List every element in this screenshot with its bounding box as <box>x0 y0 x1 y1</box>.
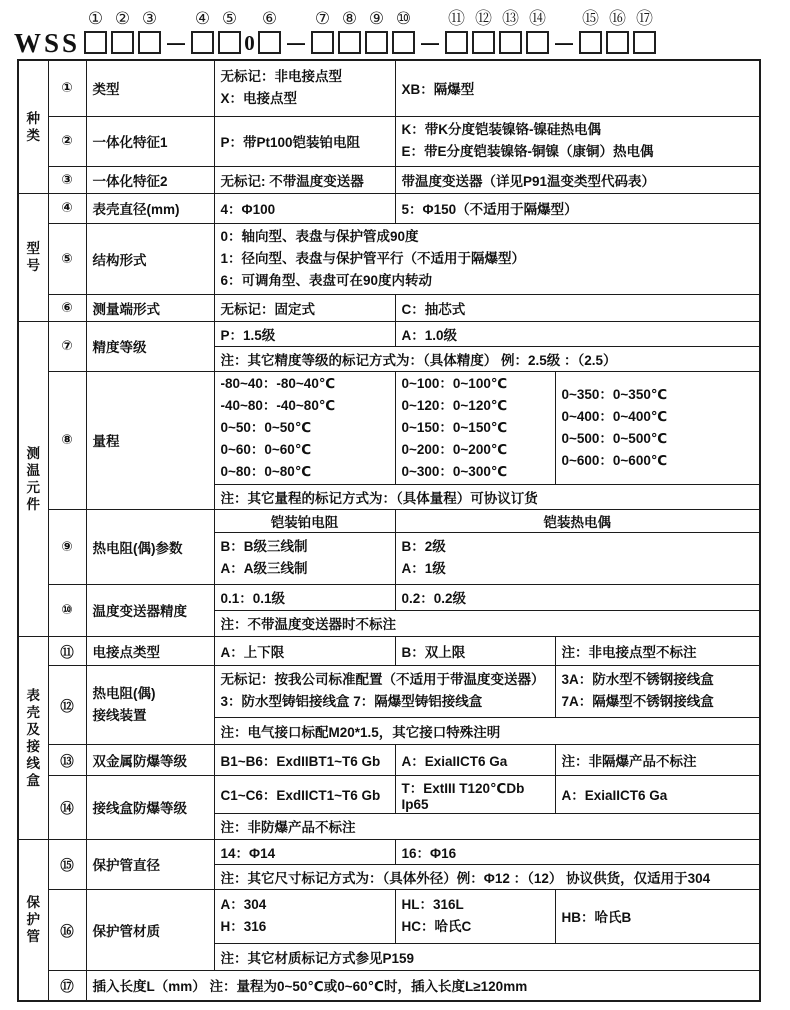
note-cell: 注：电气接口标配M20*1.5，其它接口特殊注明 <box>214 717 760 744</box>
label-cell: 保护管直径 <box>86 839 214 889</box>
code-char: — <box>421 32 440 53</box>
code-box <box>338 31 361 54</box>
code-box <box>138 31 161 54</box>
code-char: WSS <box>14 27 81 58</box>
value-cell: XB：隔爆型 <box>395 60 760 116</box>
index-cell: ⑯ <box>48 889 86 970</box>
value-cell: T：ExtIII T120℃Db Ip65 <box>395 775 555 813</box>
index-cell: ⑪ <box>48 636 86 665</box>
model-code <box>0 0 790 59</box>
value-cell: -80~40：-80~40℃ -40~80：-40~80℃ 0~50：0~50℃ 0~60：0~60℃ 0~80：0~80℃ <box>214 371 395 484</box>
code-char: — <box>555 32 574 53</box>
code-box-slot <box>109 6 136 55</box>
circled-index: ⑨ <box>368 9 385 28</box>
code-box <box>499 31 522 54</box>
note-cell: 注：非防爆产品不标注 <box>214 813 760 839</box>
code-box <box>218 31 241 54</box>
code-box <box>606 31 629 54</box>
code-zero-slot <box>243 6 256 55</box>
value-cell: B：B级三线制 A：A级三线制 <box>214 532 395 584</box>
code-box-slot <box>470 6 497 55</box>
index-cell: ⑤ <box>48 223 86 294</box>
value-cell: 0.1：0.1级 <box>214 584 395 610</box>
code-box-slot <box>136 6 163 55</box>
code-dash-slot <box>283 6 309 55</box>
value-cell: P：带Pt100铠装铂电阻 <box>214 116 395 166</box>
value-cell: HL：316L HC：哈氏C <box>395 889 555 943</box>
code-box <box>392 31 415 54</box>
value-cell: C1~C6：ExdIICT1~T6 Gb <box>214 775 395 813</box>
value-cell: 带温度变送器（详见P91温变类型代码表） <box>395 166 760 193</box>
header-cell: 铠装热电偶 <box>395 509 760 532</box>
index-cell: ⑨ <box>48 509 86 584</box>
code-box-slot <box>577 6 604 55</box>
code-box <box>191 31 214 54</box>
value-cell: 0~350：0~350℃ 0~400：0~400℃ 0~500：0~500℃ 0~600：0~600℃ <box>555 371 760 484</box>
code-box-slot <box>363 6 390 55</box>
index-cell: ⑬ <box>48 744 86 775</box>
circled-index: ④ <box>194 9 211 28</box>
note-cell: 注：其它材质标记方式参见P159 <box>214 943 760 970</box>
group-cell-category: 种 类 <box>18 60 48 193</box>
code-box-slot <box>497 6 524 55</box>
circled-index: ① <box>87 9 104 28</box>
note-cell: 注：其它量程的标记方式为：（具体量程）可协议订货 <box>214 484 760 509</box>
code-box <box>526 31 549 54</box>
code-box <box>311 31 334 54</box>
circled-index: ⑩ <box>395 9 412 28</box>
value-cell: A：上下限 <box>214 636 395 665</box>
note-cell: 注：非电接点型不标注 <box>555 636 760 665</box>
label-cell: 量程 <box>86 371 214 509</box>
group-cell-case: 表 壳 及 接 线 盒 <box>18 636 48 839</box>
circled-index: ⑥ <box>261 9 278 28</box>
label-cell: 结构形式 <box>86 223 214 294</box>
spec-table <box>17 59 761 1002</box>
group-cell-model: 型 号 <box>18 193 48 321</box>
code-box <box>445 31 468 54</box>
value-cell: A：ExiaIICT6 Ga <box>395 744 555 775</box>
code-text-slot <box>14 6 82 58</box>
code-box-slot <box>524 6 551 55</box>
circled-index: ⑬ <box>502 9 520 28</box>
index-cell: ⑦ <box>48 321 86 371</box>
code-box <box>365 31 388 54</box>
code-box-slot <box>631 6 658 55</box>
circled-index: ③ <box>141 9 158 28</box>
value-cell: B：双上限 <box>395 636 555 665</box>
label-cell: 表壳直径(mm) <box>86 193 214 223</box>
index-cell: ⑰ <box>48 970 86 1001</box>
code-box <box>111 31 134 54</box>
circled-index: ⑮ <box>582 9 600 28</box>
label-cell: 保护管材质 <box>86 889 214 970</box>
code-box-slot <box>309 6 336 55</box>
value-cell: 4：Φ100 <box>214 193 395 223</box>
note-cell: 注：其它尺寸标记方式为：（具体外径）例：Φ12 ：（12） 协议供货，仅适用于304 <box>214 864 760 889</box>
index-cell: ③ <box>48 166 86 193</box>
spec-table-body <box>18 60 760 1001</box>
index-cell: ⑮ <box>48 839 86 889</box>
value-cell: K：带K分度铠装镍铬-镍硅热电偶 E：带E分度铠装镍铬-铜镍（康铜）热电偶 <box>395 116 760 166</box>
label-cell: 类型 <box>86 60 214 116</box>
index-cell: ⑭ <box>48 775 86 839</box>
code-char: — <box>167 32 186 53</box>
value-cell: 5：Φ150（不适用于隔爆型） <box>395 193 760 223</box>
circled-index: ⑤ <box>221 9 238 28</box>
code-box <box>579 31 602 54</box>
circled-index: ⑫ <box>475 9 493 28</box>
code-box-slot <box>189 6 216 55</box>
value-cell: 无标记：按我公司标准配置（不适用于带温度变送器） 3：防水型铸铝接线盒 7：隔爆型铸铝接线盒 <box>214 665 555 717</box>
value-cell: A：1.0级 <box>395 321 760 346</box>
value-cell: 0.2：0.2级 <box>395 584 760 610</box>
group-cell-sensor: 测 温 元 件 <box>18 321 48 636</box>
index-cell: ⑧ <box>48 371 86 509</box>
label-cell: 双金属防爆等级 <box>86 744 214 775</box>
code-box-slot <box>604 6 631 55</box>
value-cell: 0：轴向型、表盘与保护管成90度 1：径向型、表盘与保护管平行（不适用于隔爆型） 6：可调角型、表盘可在90度内转动 <box>214 223 760 294</box>
code-box-slot <box>443 6 470 55</box>
value-cell: 0~100：0~100℃ 0~120：0~120℃ 0~150：0~150℃ 0~200：0~200℃ 0~300：0~300℃ <box>395 371 555 484</box>
value-cell: 16：Φ16 <box>395 839 760 864</box>
label-cell: 热电阻(偶)参数 <box>86 509 214 584</box>
label-cell: 热电阻(偶) 接线装置 <box>86 665 214 744</box>
code-box <box>633 31 656 54</box>
label-cell: 温度变送器精度 <box>86 584 214 636</box>
note-cell: 注：非隔爆产品不标注 <box>555 744 760 775</box>
circled-index: ⑧ <box>341 9 358 28</box>
code-dash-slot <box>551 6 577 55</box>
code-char: — <box>287 32 306 53</box>
value-cell: 3A：防水型不锈钢接线盒 7A：隔爆型不锈钢接线盒 <box>555 665 760 717</box>
value-cell: B：2级 A：1级 <box>395 532 760 584</box>
header-cell: 铠装铂电阻 <box>214 509 395 532</box>
code-dash-slot <box>163 6 189 55</box>
code-box <box>84 31 107 54</box>
value-cell: C：抽芯式 <box>395 294 760 321</box>
code-dash-slot <box>417 6 443 55</box>
value-cell: 无标记：非电接点型 X：电接点型 <box>214 60 395 116</box>
index-cell: ⑩ <box>48 584 86 636</box>
note-cell: 注：其它精度等级的标记方式为：（具体精度） 例：2.5级 ：（2.5） <box>214 346 760 371</box>
index-cell: ④ <box>48 193 86 223</box>
code-box-slot <box>256 6 283 55</box>
value-cell: HB：哈氏B <box>555 889 760 943</box>
group-cell-tube: 保 护 管 <box>18 839 48 1001</box>
label-cell: 接线盒防爆等级 <box>86 775 214 839</box>
label-cell: 一体化特征2 <box>86 166 214 193</box>
value-cell: 插入长度L（mm） 注：量程为0~50℃或0~60℃时，插入长度L≥120mm <box>86 970 760 1001</box>
circled-index: ⑭ <box>529 9 547 28</box>
code-box-slot <box>82 6 109 55</box>
note-cell: 注：不带温度变送器时不标注 <box>214 610 760 636</box>
index-cell: ⑫ <box>48 665 86 744</box>
value-cell: B1~B6：ExdIIBT1~T6 Gb <box>214 744 395 775</box>
value-cell: 无标记: 不带温度变送器 <box>214 166 395 193</box>
code-char: 0 <box>244 30 255 55</box>
index-cell: ⑥ <box>48 294 86 321</box>
circled-index: ⑪ <box>448 9 466 28</box>
value-cell: A：304 H：316 <box>214 889 395 943</box>
code-box <box>472 31 495 54</box>
label-cell: 电接点类型 <box>86 636 214 665</box>
value-cell: A：ExiaIICT6 Ga <box>555 775 760 813</box>
code-box <box>258 31 281 54</box>
code-box-slot <box>216 6 243 55</box>
label-cell: 测量端形式 <box>86 294 214 321</box>
code-box-slot <box>336 6 363 55</box>
label-cell: 一体化特征1 <box>86 116 214 166</box>
index-cell: ① <box>48 60 86 116</box>
index-cell: ② <box>48 116 86 166</box>
label-cell: 精度等级 <box>86 321 214 371</box>
circled-index: ⑯ <box>609 9 627 28</box>
value-cell: 无标记：固定式 <box>214 294 395 321</box>
value-cell: 14：Φ14 <box>214 839 395 864</box>
circled-index: ⑦ <box>314 9 331 28</box>
circled-index: ⑰ <box>636 9 654 28</box>
code-box-slot <box>390 6 417 55</box>
value-cell: P：1.5级 <box>214 321 395 346</box>
circled-index: ② <box>114 9 131 28</box>
